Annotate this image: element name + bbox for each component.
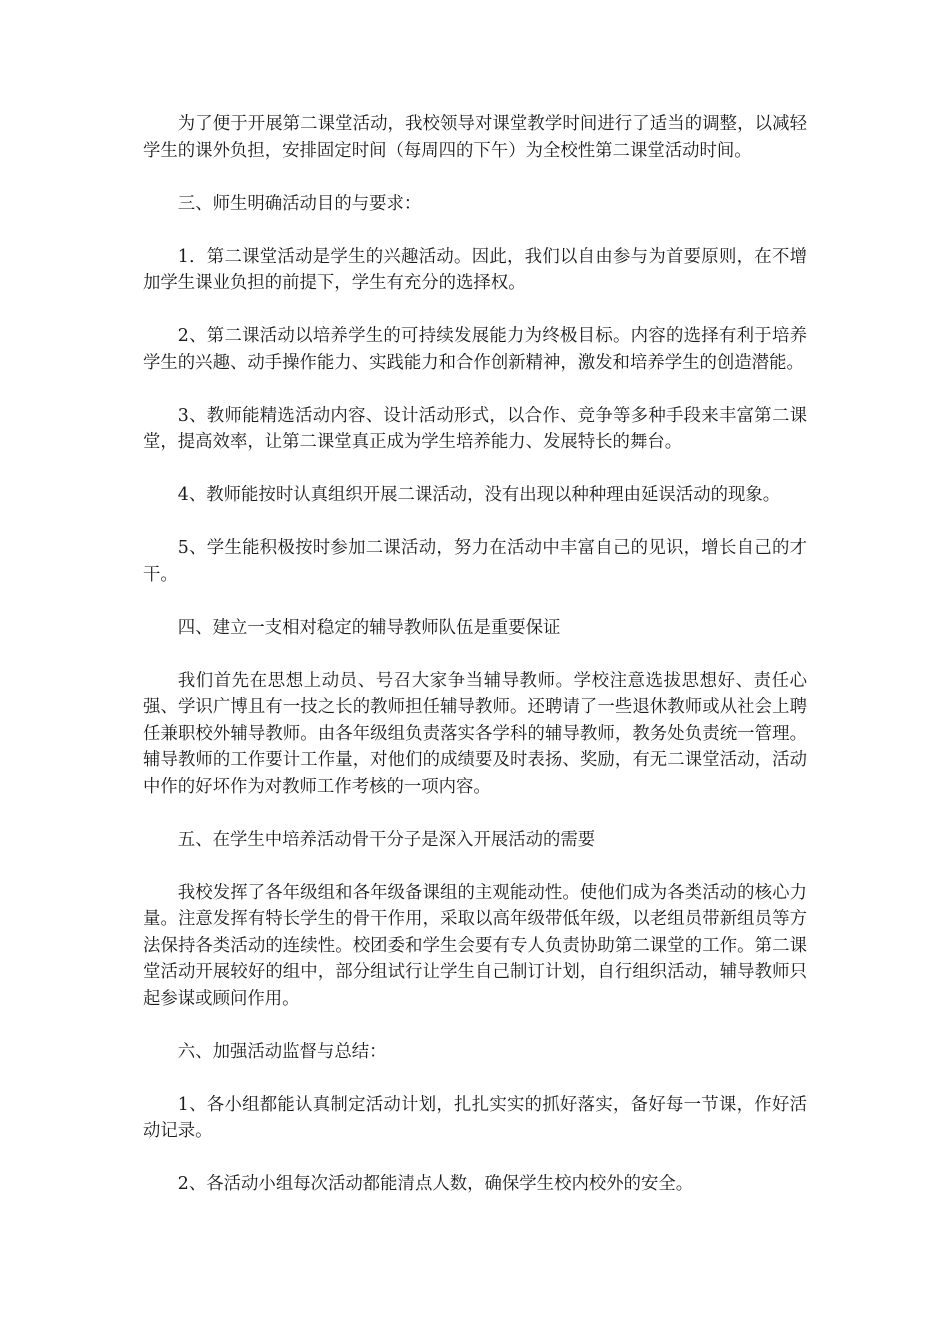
paragraph-intro: 为了便于开展第二课堂活动，我校领导对课堂教学时间进行了适当的调整，以减轻学生的课外负担，安排固定时间（每周四的下午）为全校性第二课堂活动时间。 (143, 114, 807, 161)
paragraph-item-5: 5、学生能积极按时参加二课活动，努力在活动中丰富自己的见识，增长自己的才干。 (143, 538, 807, 585)
paragraph-item-1: 1．第二课堂活动是学生的兴趣活动。因此，我们以自由参与为首要原则，在不增加学生课业负担的前提下，学生有充分的选择权。 (143, 246, 807, 293)
section-heading-4: 四、建立一支相对稳定的辅导教师队伍是重要保证 (177, 617, 561, 638)
paragraph-teachers: 我们首先在思想上动员、号召大家争当辅导教师。学校注意选拔思想好、责任心强、学识广博且有一技之长的教师担任辅导教师。还聘请了一些退休教师或从社会上聘任兼职校外辅导教师。由各年级组负责落实各学科的辅导教师，教务处负责统一管理。辅导教师的工作要计工作量，对他们的成绩要及时表扬、奖励，有无二课堂活动，活动中作的好坏作为对教师工作考核的一项内容。 (143, 670, 807, 797)
paragraph-item-2: 2、第二课活动以培养学生的可持续发展能力为终极目标。内容的选择有利于培养学生的兴趣、动手操作能力、实践能力和合作创新精神，激发和培养学生的创造潜能。 (143, 326, 807, 373)
paragraph-item-3: 3、教师能精选活动内容、设计活动形式，以合作、竞争等多种手段来丰富第二课堂，提高效率，让第二课堂真正成为学生培养能力、发展特长的舞台。 (143, 405, 807, 452)
document-body (143, 111, 807, 1224)
paragraph-supervision-1: 1、各小组都能认真制定活动计划，扎扎实实的抓好落实，备好每一节课，作好活动记录。 (143, 1094, 807, 1141)
paragraph-item-4: 4、教师能按时认真组织开展二课活动，没有出现以种种理由延误活动的现象。 (177, 485, 781, 505)
section-heading-3: 三、师生明确活动目的与要求： (177, 193, 422, 214)
paragraph-students: 我校发挥了各年级组和各年级备课组的主观能动性。使他们成为各类活动的核心力量。注意发挥有特长学生的骨干作用，采取以高年级带低年级，以老组员带新组员等方法保持各类活动的连续性。校团委和学生会要有专人负责协助第二课堂的工作。第二课堂活动开展较好的组中，部分组试行让学生自己制订计划，自行组织活动，辅导教师只起参谋或顾问作用。 (143, 882, 807, 1009)
section-heading-6: 六、加强活动监督与总结： (177, 1041, 387, 1062)
section-heading-5: 五、在学生中培养活动骨干分子是深入开展活动的需要 (177, 829, 596, 850)
paragraph-supervision-2: 2、各活动小组每次活动都能清点人数，确保学生校内校外的安全。 (177, 1174, 694, 1194)
